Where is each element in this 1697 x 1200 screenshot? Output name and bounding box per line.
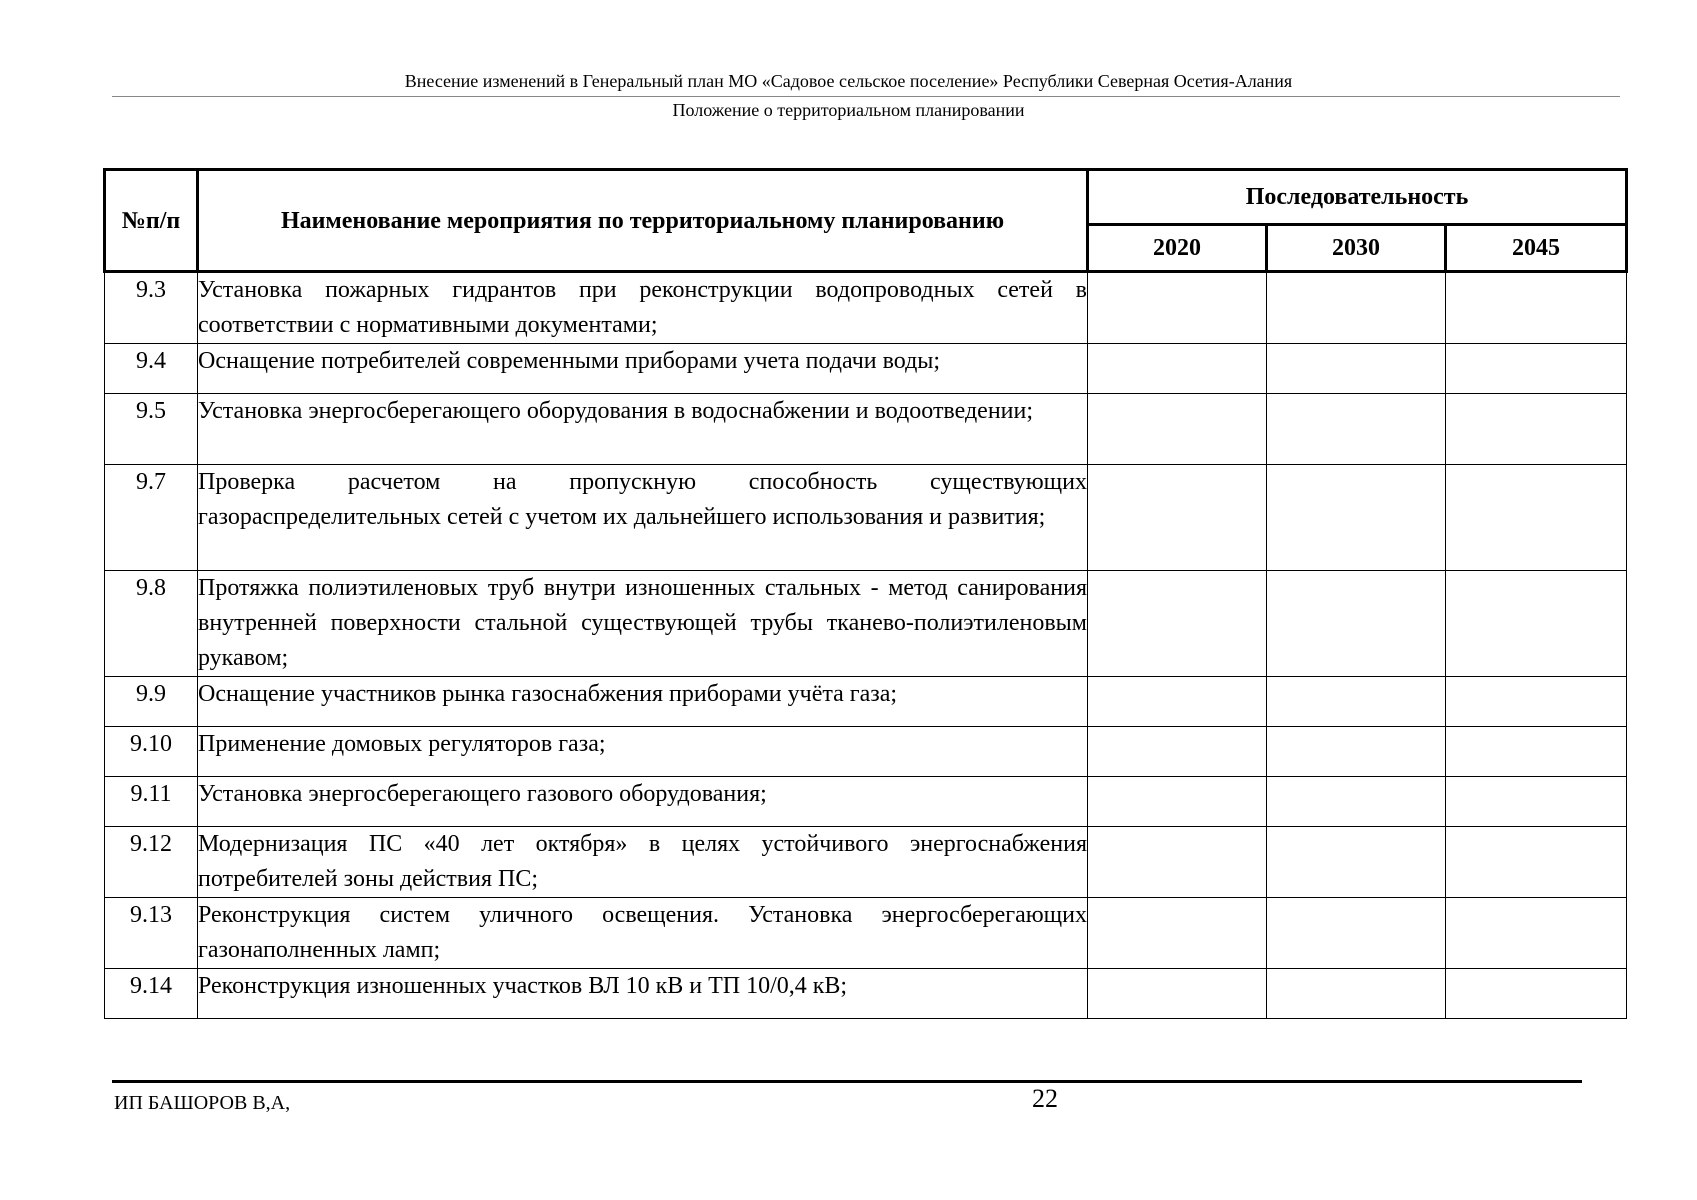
cell-2045: [1446, 777, 1627, 827]
table-row: [105, 898, 1627, 969]
cell-2030: [1267, 272, 1446, 344]
cell-2020: [1088, 344, 1267, 394]
document-header-title: Внесение изменений в Генеральный план МО «Садовое сельское поселение» Республики Северная Осетия-Алания: [404, 71, 1293, 91]
cell-2020: [1088, 677, 1267, 727]
cell-2045: [1446, 969, 1627, 1019]
cell-2045: [1446, 344, 1627, 394]
cell-2020: [1088, 272, 1267, 344]
header-divider: [112, 96, 1620, 97]
cell-2030: [1267, 727, 1446, 777]
table-row: [105, 344, 1627, 394]
table-row: [105, 571, 1627, 677]
cell-2030: [1267, 827, 1446, 898]
table-row: [105, 777, 1627, 827]
cell-2020: [1088, 727, 1267, 777]
row-measure: Модернизация ПС «40 лет октября» в целях устойчивого энергоснабжения потребителей зоны действия ПС;: [198, 827, 1088, 898]
cell-2030: [1267, 677, 1446, 727]
row-measure: Установка пожарных гидрантов при реконструкции водопроводных сетей в соответствии с нормативными документами;: [198, 272, 1088, 344]
table-header-row: [105, 170, 1627, 225]
col-header-year-2030: 2030: [1267, 225, 1446, 272]
row-measure: Установка энергосберегающего газового оборудования;: [198, 777, 1088, 827]
row-measure: Протяжка полиэтиленовых труб внутри изношенных стальных - метод санирования внутренней поверхности стальной существующей трубы тканево-полиэтиленовым рукавом;: [198, 571, 1088, 677]
cell-2030: [1267, 898, 1446, 969]
document-header-subtitle: Положение о территориальном планировании: [672, 100, 1025, 120]
cell-2020: [1088, 777, 1267, 827]
cell-2045: [1446, 571, 1627, 677]
row-measure: Реконструкция изношенных участков ВЛ 10 кВ и ТП 10/0,4 кВ;: [198, 969, 1088, 1019]
table-row: [105, 969, 1627, 1019]
cell-2030: [1267, 777, 1446, 827]
row-number: 9.12: [105, 827, 198, 898]
row-number: 9.13: [105, 898, 198, 969]
row-number: 9.5: [105, 394, 198, 465]
table-row: [105, 394, 1627, 465]
table-row: [105, 465, 1627, 571]
row-measure: Оснащение участников рынка газоснабжения приборами учёта газа;: [198, 677, 1088, 727]
cell-2030: [1267, 394, 1446, 465]
row-number: 9.9: [105, 677, 198, 727]
footer-divider: [112, 1080, 1582, 1083]
page-number: 22: [1032, 1084, 1058, 1113]
cell-2030: [1267, 344, 1446, 394]
table-row: [105, 677, 1627, 727]
cell-2045: [1446, 677, 1627, 727]
cell-2045: [1446, 727, 1627, 777]
col-header-number: №п/п: [105, 170, 198, 272]
row-number: 9.10: [105, 727, 198, 777]
row-number: 9.11: [105, 777, 198, 827]
footer-author: ИП БАШОРОВ В,А,: [114, 1092, 291, 1114]
cell-2020: [1088, 898, 1267, 969]
cell-2030: [1267, 465, 1446, 571]
cell-2045: [1446, 465, 1627, 571]
col-header-sequence: Последовательность: [1088, 170, 1627, 225]
cell-2020: [1088, 394, 1267, 465]
cell-2020: [1088, 827, 1267, 898]
row-number: 9.7: [105, 465, 198, 571]
cell-2030: [1267, 969, 1446, 1019]
table-row: [105, 827, 1627, 898]
cell-2045: [1446, 898, 1627, 969]
row-number: 9.3: [105, 272, 198, 344]
row-number: 9.14: [105, 969, 198, 1019]
col-header-year-2020: 2020: [1088, 225, 1267, 272]
row-measure: Проверка расчетом на пропускную способность существующих газораспределительных сетей с учетом их дальнейшего использования и развития;: [198, 465, 1088, 571]
row-measure: Оснащение потребителей современными приборами учета подачи воды;: [198, 344, 1088, 394]
cell-2030: [1267, 571, 1446, 677]
table-row: [105, 727, 1627, 777]
cell-2020: [1088, 969, 1267, 1019]
row-measure: Применение домовых регуляторов газа;: [198, 727, 1088, 777]
col-header-name: Наименование мероприятия по территориальному планированию: [198, 170, 1088, 272]
measures-table: [103, 168, 1628, 1019]
table-row: [105, 272, 1627, 344]
cell-2020: [1088, 571, 1267, 677]
cell-2020: [1088, 465, 1267, 571]
cell-2045: [1446, 827, 1627, 898]
row-number: 9.4: [105, 344, 198, 394]
row-measure: Реконструкция систем уличного освещения. Установка энергосберегающих газонаполненных ламп;: [198, 898, 1088, 969]
col-header-year-2045: 2045: [1446, 225, 1627, 272]
cell-2045: [1446, 394, 1627, 465]
row-number: 9.8: [105, 571, 198, 677]
cell-2045: [1446, 272, 1627, 344]
row-measure: Установка энергосберегающего оборудования в водоснабжении и водоотведении;: [198, 394, 1088, 465]
